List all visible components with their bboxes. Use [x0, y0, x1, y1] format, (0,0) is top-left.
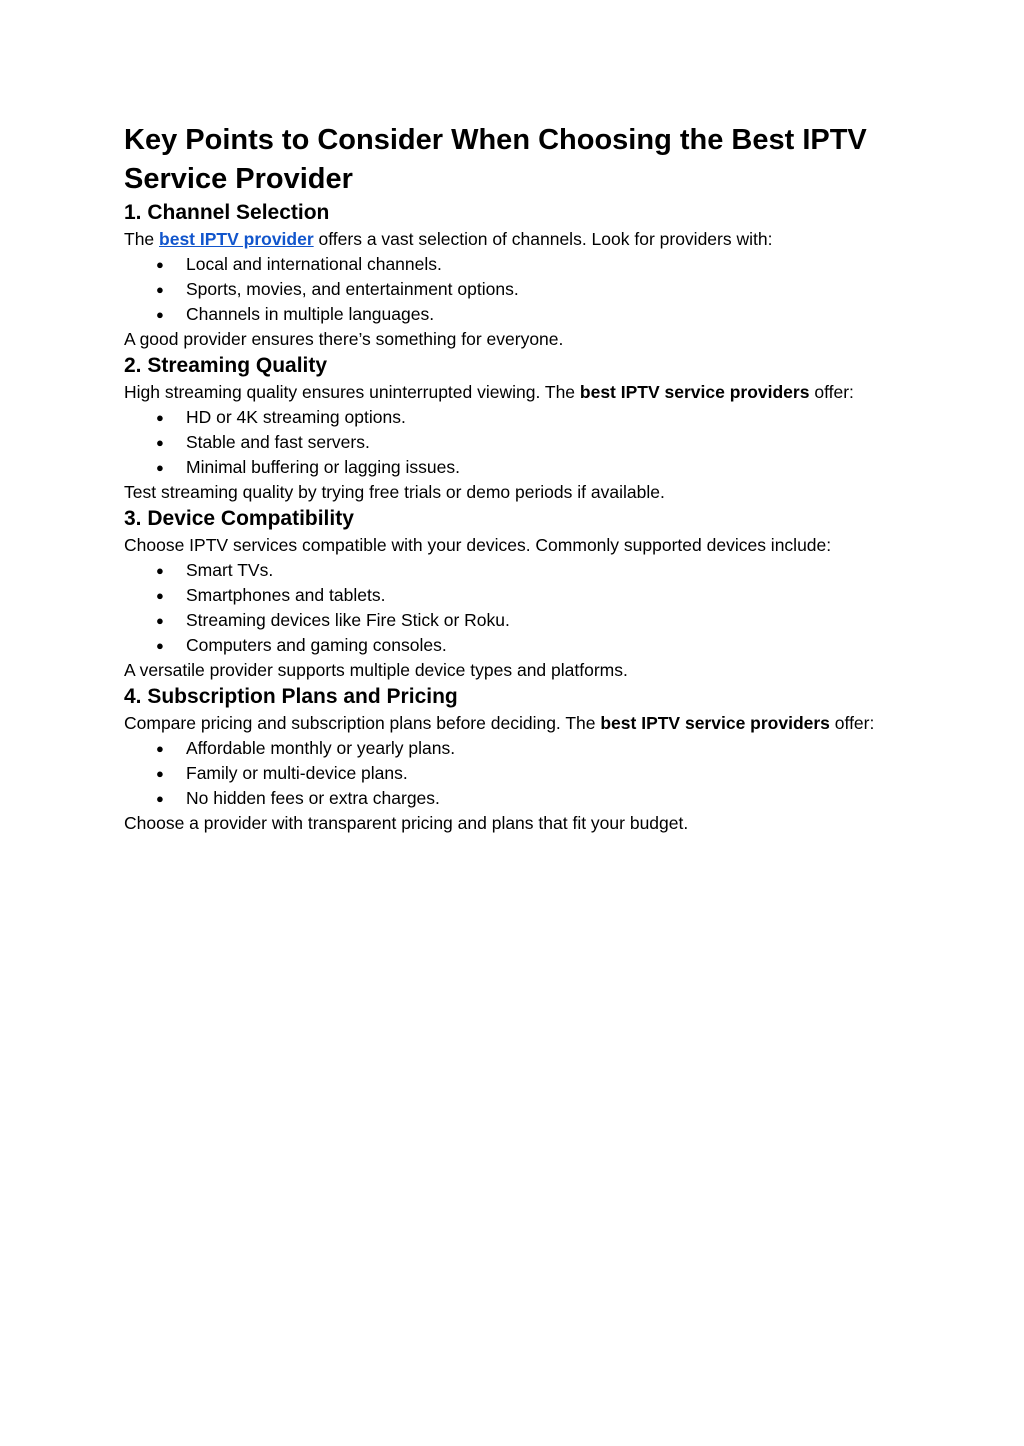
- intro-text-before: The: [124, 229, 160, 249]
- bullet-list-device-compatibility: [124, 558, 904, 658]
- list-item: [124, 761, 904, 786]
- section-heading-channel-selection: 1. Channel Selection: [124, 201, 330, 224]
- list-item-text: No hidden fees or extra charges.: [186, 788, 440, 808]
- list-item: [124, 558, 904, 583]
- list-item: [124, 252, 904, 277]
- bullet-icon: ●: [156, 257, 164, 272]
- bullet-list-subscription-plans: [124, 736, 904, 811]
- bullet-icon: ●: [156, 613, 164, 628]
- list-item-text: Streaming devices like Fire Stick or Roku.: [186, 610, 510, 630]
- bullet-icon: ●: [156, 741, 164, 756]
- list-item: [124, 736, 904, 761]
- list-item-text: Channels in multiple languages.: [186, 304, 435, 324]
- section-intro-device-compatibility: Choose IPTV services compatible with your devices. Commonly supported devices include:: [124, 535, 832, 555]
- section-heading-device-compatibility: 3. Device Compatibility: [124, 507, 354, 530]
- bullet-icon: ●: [156, 588, 164, 603]
- intro-bold-text: best IPTV service providers: [600, 713, 830, 733]
- intro-text-after: offer:: [829, 713, 875, 733]
- section-outro-channel-selection: A good provider ensures there’s something for everyone.: [124, 329, 564, 349]
- bullet-icon: ●: [156, 638, 164, 653]
- list-item-text: Sports, movies, and entertainment options.: [186, 279, 519, 299]
- section-heading-subscription-plans: 4. Subscription Plans and Pricing: [124, 685, 458, 708]
- list-item-text: Stable and fast servers.: [186, 432, 370, 452]
- list-item: [124, 277, 904, 302]
- bullet-icon: ●: [156, 410, 164, 425]
- section-outro-subscription-plans: Choose a provider with transparent pricing and plans that fit your budget.: [124, 813, 689, 833]
- list-item-text: Computers and gaming consoles.: [186, 635, 447, 655]
- bullet-list-channel-selection: [124, 252, 904, 327]
- list-item: [124, 583, 904, 608]
- list-item-text: Smartphones and tablets.: [186, 585, 386, 605]
- list-item: [124, 608, 904, 633]
- list-item: [124, 405, 904, 430]
- bullet-icon: ●: [156, 563, 164, 578]
- bullet-icon: ●: [156, 791, 164, 806]
- bullet-icon: ●: [156, 307, 164, 322]
- list-item-text: Smart TVs.: [186, 560, 274, 580]
- bullet-icon: ●: [156, 435, 164, 450]
- bullet-icon: ●: [156, 766, 164, 781]
- list-item-text: Minimal buffering or lagging issues.: [186, 457, 460, 477]
- intro-bold-text: best IPTV service providers: [579, 382, 810, 402]
- list-item-text: HD or 4K streaming options.: [186, 407, 406, 427]
- section-outro-device-compatibility: A versatile provider supports multiple device types and platforms.: [124, 660, 628, 680]
- section-heading-streaming-quality: 2. Streaming Quality: [124, 354, 328, 377]
- list-item-text: Affordable monthly or yearly plans.: [186, 738, 456, 758]
- bullet-icon: ●: [156, 460, 164, 475]
- section-intro-subscription-plans: [124, 711, 904, 736]
- list-item-text: Family or multi-device plans.: [186, 763, 408, 783]
- list-item: [124, 786, 904, 811]
- section-intro-streaming-quality: [124, 380, 904, 405]
- intro-text-before: High streaming quality ensures uninterrupted viewing. The: [124, 382, 580, 402]
- list-item-text: Local and international channels.: [186, 254, 442, 274]
- intro-text-after: offer:: [809, 382, 854, 402]
- bullet-list-streaming-quality: [124, 405, 904, 480]
- section-outro-streaming-quality: Test streaming quality by trying free trials or demo periods if available.: [124, 482, 665, 502]
- intro-text-after: offers a vast selection of channels. Look for providers with:: [313, 229, 773, 249]
- list-item: [124, 302, 904, 327]
- intro-text-before: Compare pricing and subscription plans before deciding. The: [124, 713, 601, 733]
- section-intro-channel-selection: [124, 227, 904, 252]
- document-page: [124, 121, 904, 836]
- list-item: [124, 455, 904, 480]
- bullet-icon: ●: [156, 282, 164, 297]
- list-item: [124, 633, 904, 658]
- page-title: Key Points to Consider When Choosing the Best IPTV Service Provider: [124, 124, 867, 195]
- best-iptv-provider-link[interactable]: best IPTV provider: [159, 229, 314, 249]
- list-item: [124, 430, 904, 455]
